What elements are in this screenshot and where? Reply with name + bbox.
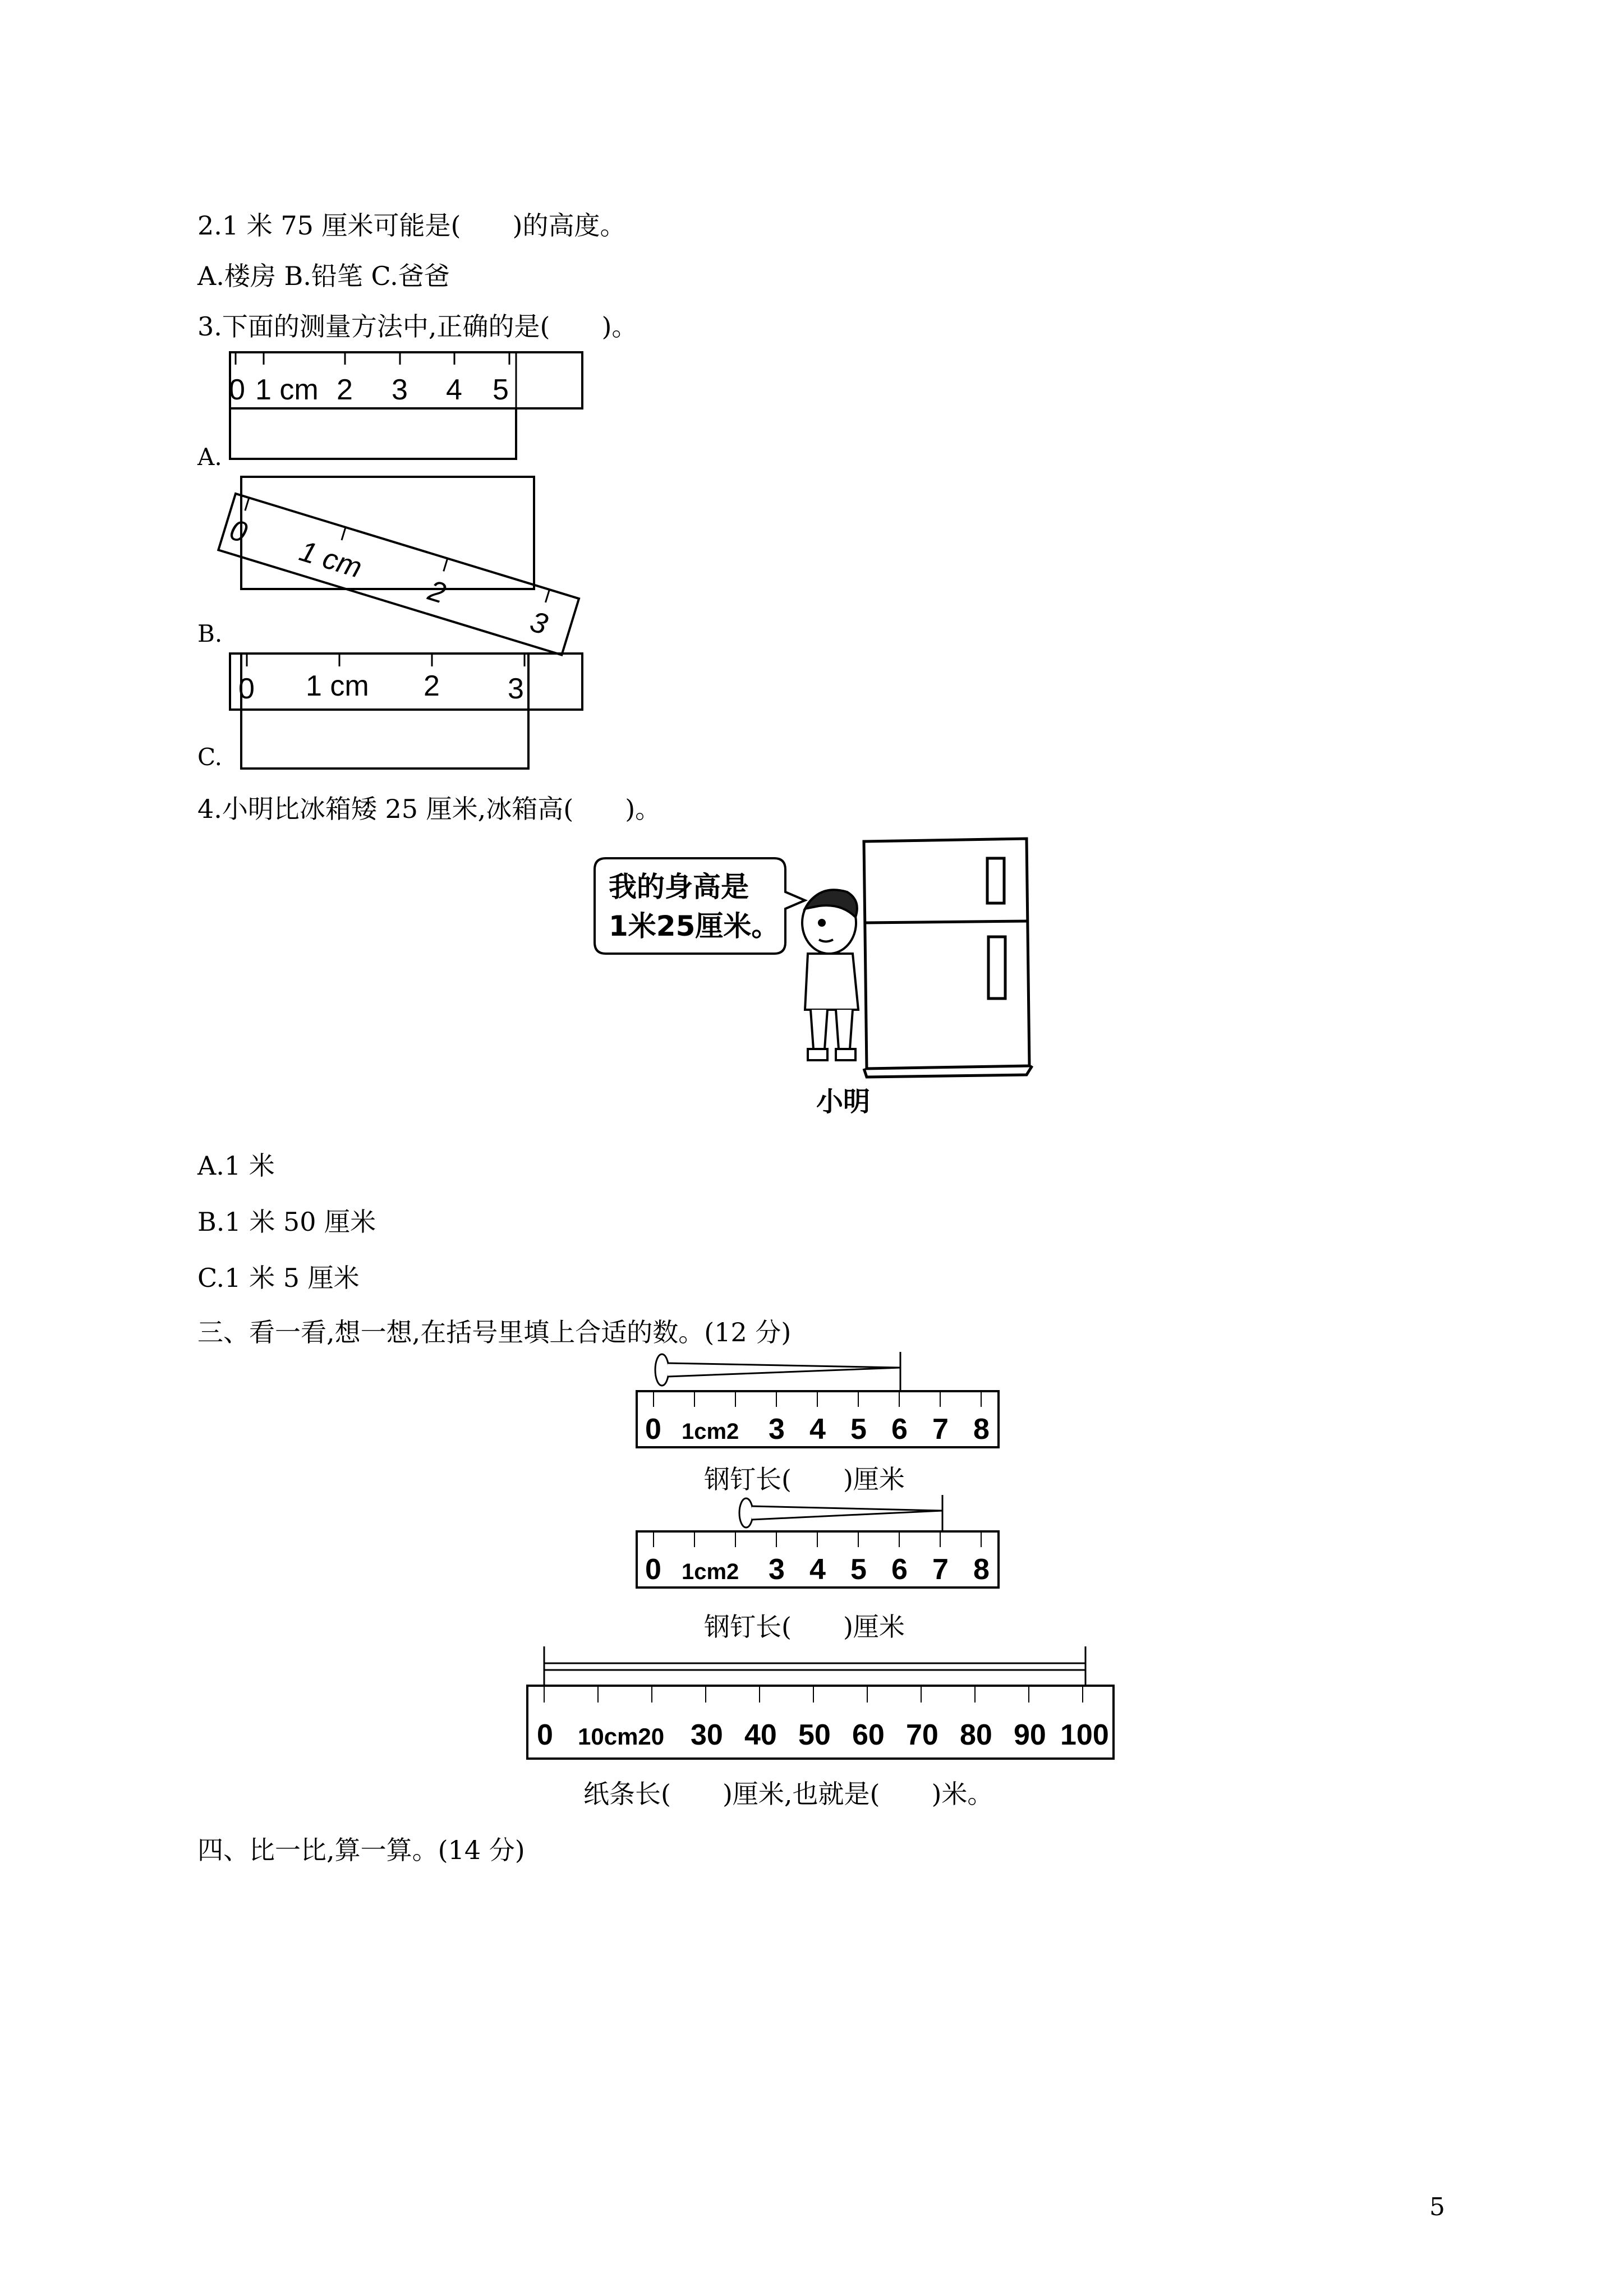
paper-label: 50 xyxy=(798,1719,831,1751)
nail-ruler-2 xyxy=(631,1495,1013,1593)
q3-option-b-letter: B. xyxy=(197,620,223,647)
nail2-label: 3 xyxy=(769,1553,785,1586)
paper-label: 60 xyxy=(852,1719,885,1751)
ruler-c-label: 3 xyxy=(508,673,524,705)
q2-stem: 2.1 米 75 厘米可能是( )的高度。 xyxy=(197,210,626,241)
nail-2-icon xyxy=(739,1495,942,1531)
object-a xyxy=(230,408,516,459)
section4-title: 四、比一比,算一算。(14 分) xyxy=(197,1835,525,1865)
nail1-label: 7 xyxy=(932,1413,949,1446)
ruler-a-label: 5 xyxy=(493,374,509,406)
section3-title: 三、看一看,想一想,在括号里填上合适的数。(12 分) xyxy=(197,1317,792,1347)
nail1-label: 1cm2 xyxy=(682,1419,739,1444)
ruler-b-label: 2 xyxy=(424,574,450,610)
nail2-label: 4 xyxy=(809,1553,826,1586)
q3-option-c-figure xyxy=(224,651,617,771)
paper-label: 100 xyxy=(1060,1719,1109,1751)
refrigerator-icon xyxy=(864,839,1032,1077)
nail2-label: 0 xyxy=(645,1553,661,1586)
ruler-c-label: 2 xyxy=(424,670,440,702)
nail1-label: 5 xyxy=(850,1413,867,1446)
paper-strip-ruler xyxy=(525,1646,1119,1764)
paper-caption: 纸条长( )厘米,也就是( )米。 xyxy=(583,1779,993,1809)
nail2-caption: 钢钉长( )厘米 xyxy=(704,1612,905,1642)
ruler-b-label: 3 xyxy=(526,605,551,642)
nail2-label: 8 xyxy=(973,1553,990,1586)
paper-label: 0 xyxy=(537,1719,553,1751)
speech-line-1: 我的身高是 xyxy=(609,871,749,903)
paper-label: 70 xyxy=(906,1719,938,1751)
nail1-label: 6 xyxy=(891,1413,908,1446)
q3-option-c-letter: C. xyxy=(197,743,222,771)
ruler-c-label: 1 cm xyxy=(306,670,369,702)
q4-option-a: A.1 米 xyxy=(197,1151,275,1181)
q3-option-a-figure xyxy=(224,348,617,460)
object-c xyxy=(241,654,528,769)
nail2-label: 5 xyxy=(850,1553,867,1586)
page-number: 5 xyxy=(1429,2193,1445,2221)
nail1-caption: 钢钉长( )厘米 xyxy=(704,1464,905,1494)
nail2-label: 1cm2 xyxy=(682,1559,739,1584)
nail1-label: 8 xyxy=(973,1413,990,1446)
nail1-label: 3 xyxy=(769,1413,785,1446)
ruler-b-label: 0 xyxy=(226,513,251,550)
nail2-label: 6 xyxy=(891,1553,908,1586)
ruler-c-label: 0 xyxy=(238,673,255,705)
paper-label: 80 xyxy=(960,1719,992,1751)
q4-option-b: B.1 米 50 厘米 xyxy=(197,1207,376,1237)
nail-1-icon xyxy=(655,1352,900,1391)
nail-ruler-1 xyxy=(631,1352,1013,1456)
ruler-b-label: 1 cm xyxy=(295,535,366,585)
speech-line-2: 1米25厘米。 xyxy=(609,910,780,942)
ruler-a-label: 1 cm xyxy=(255,374,319,406)
ruler-a-label: 2 xyxy=(337,374,353,406)
paper-strip xyxy=(544,1646,1085,1686)
q2-options: A.楼房 B.铅笔 C.爸爸 xyxy=(197,261,450,291)
nail1-label: 0 xyxy=(645,1413,661,1446)
q3-option-a-letter: A. xyxy=(197,443,222,471)
paper-label: 90 xyxy=(1014,1719,1046,1751)
q4-option-c: C.1 米 5 厘米 xyxy=(197,1263,360,1293)
boy-icon xyxy=(802,890,858,1060)
ruler-b-body xyxy=(218,494,579,655)
q4-illustration xyxy=(583,830,1099,1122)
boy-name: 小明 xyxy=(816,1086,871,1117)
ruler-a-label: 0 xyxy=(229,374,245,406)
q4-stem: 4.小明比冰箱矮 25 厘米,冰箱高( )。 xyxy=(197,794,661,824)
paper-label: 30 xyxy=(691,1719,723,1751)
nail1-label: 4 xyxy=(809,1413,826,1446)
q3-stem: 3.下面的测量方法中,正确的是( )。 xyxy=(197,311,638,342)
ruler-a-label: 3 xyxy=(392,374,408,406)
nail2-label: 7 xyxy=(932,1553,949,1586)
q3-option-b-figure xyxy=(224,471,617,656)
paper-label: 10cm20 xyxy=(578,1723,665,1750)
ruler-a-label: 4 xyxy=(446,374,462,406)
paper-label: 40 xyxy=(744,1719,777,1751)
